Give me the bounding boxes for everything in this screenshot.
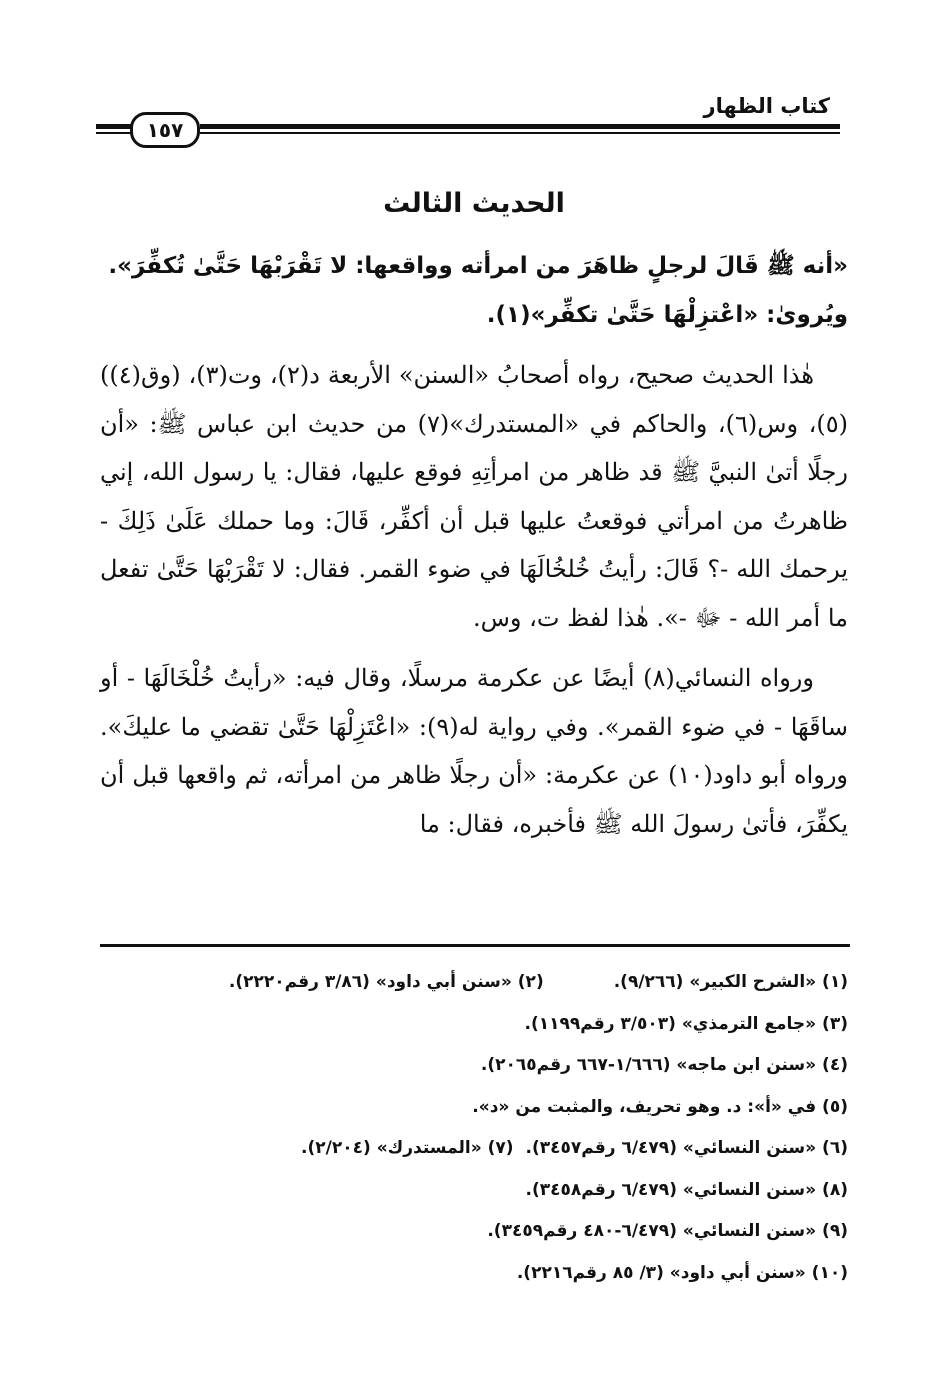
page-number xyxy=(130,112,200,148)
header-rule-left-thin xyxy=(96,132,132,134)
hadith-line-2: ويُروىٰ: «اعْتزِلْهَا حَتَّىٰ تكفِّر»(١). xyxy=(486,301,848,328)
paragraph-2-text: ورواه النسائي(٨) أيضًا عن عكرمة مرسلًا، وقال فيه: «رأيتُ خُلْخَالَهَا - أو ساقَهَا - في ضوء القمر». وفي رواية له(٩): «اعْتَزِلْهَا حَتَّىٰ تقضي ما عليكَ». ورواه أبو داود(١٠) عن عكرمة: «أن رجلًا ظاهر من امرأته، ثم واقعها قبل أن يكفِّرَ، فأتىٰ رسولَ الله ﷺ فأخبره، فقال: ما xyxy=(100,664,849,838)
footnote-row xyxy=(100,1045,848,1087)
footnote-row xyxy=(100,1211,848,1253)
footnote-5: (٥) في «أ»: د. وهو تحريف، والمثبت من «د». xyxy=(472,1096,848,1117)
footnote-3: (٣) «جامع الترمذي» (٣/٥٠٣ رقم١١٩٩). xyxy=(524,1013,848,1034)
footnote-row xyxy=(100,1170,848,1212)
header-rule xyxy=(200,124,840,129)
footnote-10: (١٠) «سنن أبي داود» (٣/ ٨٥ رقم٢٢١٦). xyxy=(516,1262,848,1283)
page-number-text: ١٥٧ xyxy=(146,118,184,142)
hadith-line-1: «أنه ﷺ قَالَ لرجلٍ ظاهَرَ من امرأته وواقعها: لا تَقْرَبْهَا حَتَّىٰ تُكفِّرَ». xyxy=(108,253,848,279)
paragraph-1 xyxy=(100,351,848,642)
footnote-6: (٦) «سنن النسائي» (٦/٤٧٩ رقم٣٤٥٧). xyxy=(525,1138,848,1158)
footnote-row xyxy=(100,962,848,1004)
footnote-row xyxy=(100,1004,848,1046)
hadith-text xyxy=(100,242,848,339)
paragraph-2 xyxy=(100,654,848,848)
footnotes xyxy=(100,962,848,1294)
header-rule-thin xyxy=(200,132,840,134)
footnote-1: (١) «الشرح الكبير» (٩/٢٦٦). xyxy=(613,972,848,992)
footnote-separator xyxy=(100,944,850,947)
section-heading: الحديث الثالث xyxy=(383,188,565,219)
footnote-2: (٢) «سنن أبي داود» (٣/٨٦ رقم٢٢٢٠). xyxy=(228,972,544,992)
footnote-9: (٩) «سنن النسائي» (٦/٤٧٩-٤٨٠ رقم٣٤٥٩). xyxy=(487,1221,848,1241)
footnote-row xyxy=(100,1087,848,1129)
footnote-row xyxy=(100,1128,848,1170)
header-rule-left xyxy=(96,124,132,129)
paragraph-1-text: هٰذا الحديث صحيح، رواه أصحابُ «السنن» الأربعة د(٢)، وت(٣)، (وق(٤))(٥)، وس(٦)، والحاكم في «المستدرك»(٧) من حديث ابن عباس ﷺ: «أن رجلًا أتىٰ النبيَّ ﷺ قد ظاهر من امرأتِهِ فوقع عليها، فقال: يا رسول الله، إني ظاهرتُ من امرأتي فوقعتُ عليها قبل أن أكفِّر، قَالَ: وما حملك عَلَىٰ ذَلِكَ - يرحمك الله -؟ قَالَ: رأيتُ خُلخُالَهَا في ضوء القمر. فقال: لا تَقْرَبْهَا حَتَّىٰ تفعل ما أمر الله - ﷻ -». هٰذا لفظ ت، وس. xyxy=(100,361,848,632)
body-text xyxy=(100,242,848,848)
footnote-8: (٨) «سنن النسائي» (٦/٤٧٩ رقم٣٤٥٨). xyxy=(525,1179,848,1200)
footnote-7: (٧) «المستدرك» (٢/٢٠٤). xyxy=(301,1138,514,1158)
footnote-row xyxy=(100,1253,848,1295)
running-header-title: كتاب الظهار xyxy=(703,94,830,118)
footnote-4: (٤) «سنن ابن ماجه» (١/٦٦٦-٦٦٧ رقم٢٠٦٥). xyxy=(480,1055,848,1075)
